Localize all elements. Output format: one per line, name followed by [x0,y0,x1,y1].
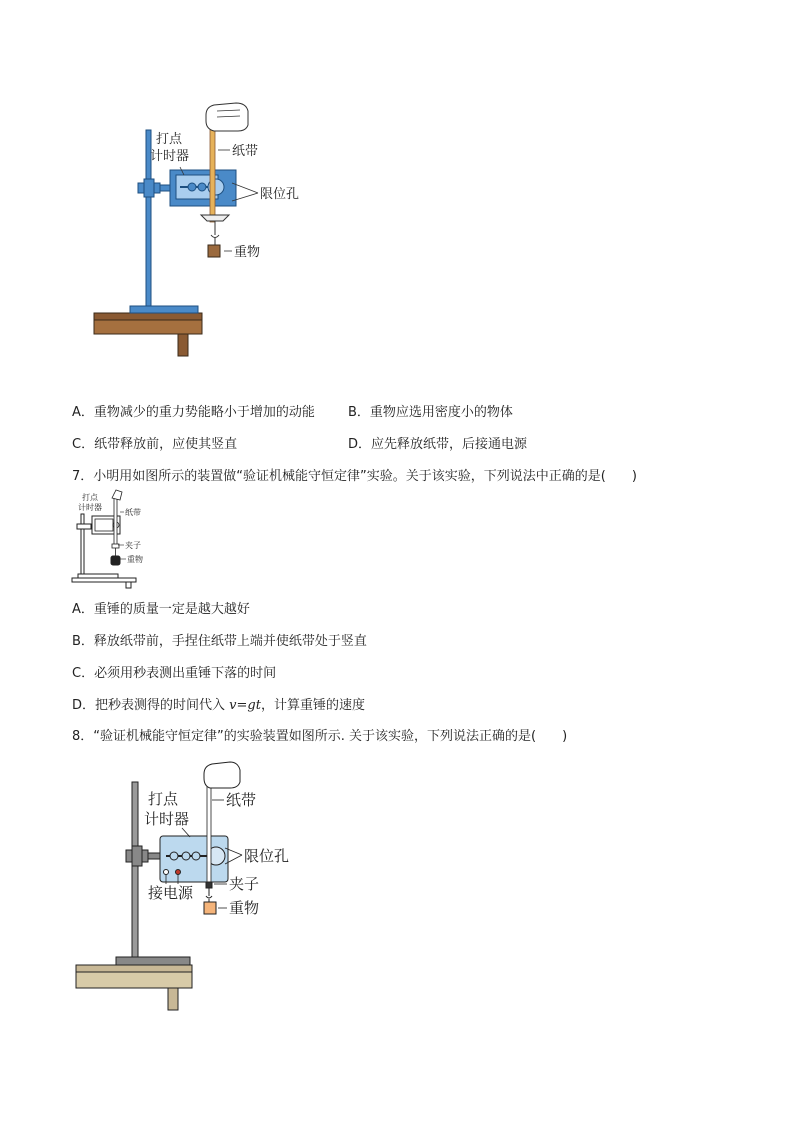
fig3-label-weight: 重物 [229,899,260,917]
q7-option-d [72,697,365,715]
fig3-label-clip: 夹子 [229,875,260,893]
fig2-label-clip: 夹子 [125,541,141,550]
figure-1-apparatus [80,95,320,365]
table-front [94,320,202,334]
q7-option-d-formula: v=gt [229,698,261,713]
stand-base [130,306,198,313]
q6-option-c: C．纸带释放前，应使其竖直 [72,437,238,452]
q7-option-d-suffix: ，计算重锤的速度 [260,698,365,713]
q7-option-b: B．释放纸带前，手捏住纸带上端并使纸带处于竖直 [72,634,367,649]
label-weight: 重物 [234,245,261,260]
q7-option-a: A．重锤的质量一定是越大越好 [72,602,250,617]
figure-2-apparatus [70,488,160,588]
fig3-label-power: 接电源 [148,884,194,902]
label-tape: 纸带 [232,144,259,159]
fig3-label-tape: 纸带 [226,791,257,809]
q6-option-a: A．重物减少的重力势能略小于增加的动能 [72,405,315,420]
fig2-label-timer-1: 打点 [82,493,98,502]
fig3-label-timer-1: 打点 [148,790,179,808]
figure-3-apparatus [72,760,312,1020]
label-timer-2: 计时器 [150,149,190,164]
q6-option-b: B．重物应选用密度小的物体 [348,405,513,420]
fig3-label-timer-2: 计时器 [144,810,190,828]
q6-option-d: D．应先释放纸带，后接通电源 [348,437,528,452]
fig3-label-limit-hole: 限位孔 [244,847,290,865]
q7-option-d-prefix: D．把秒表测得的时间代入 [72,698,230,713]
table-leg [178,334,188,356]
weight-block [208,245,220,257]
fig2-label-timer-2: 计时器 [78,503,102,512]
q8-stem: 8．“验证机械能守恒定律”的实验装置如图所示. 关于该实验，下列说法正确的是( ) [72,729,568,744]
hand [206,103,248,131]
table-top [94,313,202,320]
fig2-label-tape: 纸带 [125,508,141,517]
fig2-label-weight: 重物 [127,555,143,564]
q7-option-c: C．必须用秒表测出重锤下落的时间 [72,666,277,681]
label-limit-hole: 限位孔 [260,187,300,202]
q7-stem: 7．小明用如图所示的装置做“验证机械能守恒定律”实验。关于该实验，下列说法中正确的是( ) [72,469,637,484]
label-timer-1: 打点 [156,132,183,147]
